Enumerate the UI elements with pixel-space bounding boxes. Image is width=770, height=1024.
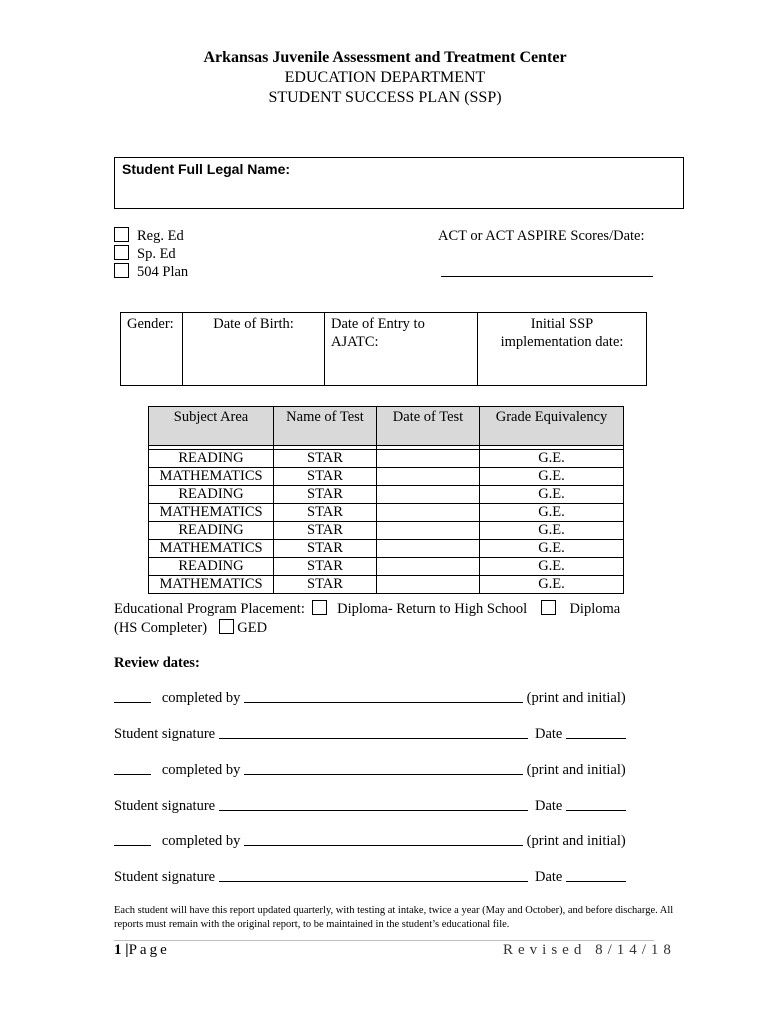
diploma-return-label: Diploma- Return to High School xyxy=(337,601,528,617)
sp-ed-label: Sp. Ed xyxy=(137,246,176,262)
reg-ed-checkbox[interactable] xyxy=(114,227,129,242)
student-signature-field[interactable] xyxy=(219,725,528,739)
completed-by-label: completed by xyxy=(161,762,241,778)
completed-by-field[interactable] xyxy=(244,761,523,775)
header-name-of-test: Name of Test xyxy=(274,407,377,446)
subject-cell: MATHEMATICS xyxy=(149,576,274,594)
review-date-field[interactable] xyxy=(114,689,151,703)
form-title: STUDENT SUCCESS PLAN (SSP) xyxy=(268,89,502,106)
test-date-cell[interactable] xyxy=(377,522,480,540)
table-row xyxy=(149,540,624,558)
504-plan-checkbox[interactable] xyxy=(114,263,129,278)
subject-cell: READING xyxy=(149,522,274,540)
test-name-cell: STAR xyxy=(274,558,377,576)
test-date-cell[interactable] xyxy=(377,504,480,522)
footer-divider xyxy=(114,940,654,941)
page-num-value: 1 xyxy=(114,942,122,958)
review-date-field[interactable] xyxy=(114,761,151,775)
student-signature-label: Student signature xyxy=(114,798,216,814)
student-signature-row xyxy=(114,797,626,815)
student-signature-field[interactable] xyxy=(219,797,528,811)
hs-completer-label: (HS Completer) xyxy=(114,620,208,636)
grade-cell[interactable]: G.E. xyxy=(480,540,624,558)
date-label: Date xyxy=(534,726,563,742)
table-row xyxy=(149,504,624,522)
test-name-cell: STAR xyxy=(274,576,377,594)
test-name-cell: STAR xyxy=(274,504,377,522)
review-completed-row xyxy=(114,832,626,850)
table-row xyxy=(149,576,624,594)
ssp-date-cell[interactable] xyxy=(478,313,647,386)
org-title: Arkansas Juvenile Assessment and Treatment Center xyxy=(203,49,567,66)
table-row xyxy=(149,486,624,504)
reg-ed-label: Reg. Ed xyxy=(137,228,184,244)
grade-cell[interactable]: G.E. xyxy=(480,522,624,540)
page-separator: | xyxy=(125,942,129,958)
dob-cell[interactable] xyxy=(183,313,325,386)
signature-date-field[interactable] xyxy=(566,797,626,811)
completed-by-label: completed by xyxy=(161,690,241,706)
page-number xyxy=(114,942,170,959)
gender-label: Gender: xyxy=(127,316,174,332)
subject-cell: READING xyxy=(149,558,274,576)
page-word: Page xyxy=(128,942,170,958)
subject-cell: MATHEMATICS xyxy=(149,540,274,558)
footnote: Each student will have this report updated quarterly, with testing at intake, twice a year (May and October), and before discharge. All reports must remain with the original report, to be maintained in the student’s educational file. xyxy=(114,905,674,930)
header-subject-area: Subject Area xyxy=(149,407,274,446)
date-label: Date xyxy=(534,798,563,814)
test-name-cell: STAR xyxy=(274,486,377,504)
student-signature-field[interactable] xyxy=(219,868,528,882)
ged-checkbox[interactable] xyxy=(219,619,234,634)
subject-cell: MATHEMATICS xyxy=(149,468,274,486)
placement-label: Educational Program Placement: xyxy=(114,601,305,617)
ssp-date-label-2: implementation date: xyxy=(500,334,624,350)
act-scores-label: ACT or ACT ASPIRE Scores/Date: xyxy=(438,228,645,244)
entry-date-cell[interactable] xyxy=(325,313,478,386)
test-name-cell: STAR xyxy=(274,450,377,468)
table-row xyxy=(149,450,624,468)
completed-by-field[interactable] xyxy=(244,832,523,846)
table-row xyxy=(149,522,624,540)
test-date-cell[interactable] xyxy=(377,576,480,594)
grade-cell[interactable]: G.E. xyxy=(480,558,624,576)
test-name-cell: STAR xyxy=(274,468,377,486)
test-name-cell: STAR xyxy=(274,540,377,558)
act-scores-field[interactable] xyxy=(441,276,653,277)
signature-date-field[interactable] xyxy=(566,868,626,882)
diploma-return-checkbox[interactable] xyxy=(312,600,327,615)
print-initial-label: (print and initial) xyxy=(526,762,626,778)
test-date-cell[interactable] xyxy=(377,468,480,486)
student-signature-row xyxy=(114,868,626,886)
grade-cell[interactable]: G.E. xyxy=(480,468,624,486)
subject-cell: MATHEMATICS xyxy=(149,504,274,522)
table-row xyxy=(149,468,624,486)
review-dates-label: Review dates: xyxy=(114,655,200,671)
ged-label: GED xyxy=(237,620,268,636)
signature-date-field[interactable] xyxy=(566,725,626,739)
test-date-cell[interactable] xyxy=(377,486,480,504)
subject-cell: READING xyxy=(149,486,274,504)
sp-ed-checkbox[interactable] xyxy=(114,245,129,260)
header-grade-equivalency: Grade Equivalency xyxy=(480,407,624,446)
review-completed-row xyxy=(114,761,626,779)
grade-cell[interactable]: G.E. xyxy=(480,576,624,594)
504-plan-label: 504 Plan xyxy=(137,264,189,280)
document-header xyxy=(0,48,770,108)
entry-date-label-1: Date of Entry to xyxy=(331,316,425,332)
completed-by-field[interactable] xyxy=(244,689,523,703)
review-date-field[interactable] xyxy=(114,832,151,846)
entry-date-label-2: AJATC: xyxy=(331,334,379,350)
student-signature-label: Student signature xyxy=(114,869,216,885)
student-signature-label: Student signature xyxy=(114,726,216,742)
diploma-checkbox[interactable] xyxy=(541,600,556,615)
test-date-cell[interactable] xyxy=(377,558,480,576)
grade-cell[interactable]: G.E. xyxy=(480,486,624,504)
print-initial-label: (print and initial) xyxy=(526,833,626,849)
diploma-label: Diploma xyxy=(569,601,621,617)
ssp-date-label-1: Initial SSP xyxy=(530,316,594,332)
table-row xyxy=(149,558,624,576)
date-label: Date xyxy=(534,869,563,885)
grade-cell[interactable]: G.E. xyxy=(480,504,624,522)
completed-by-label: completed by xyxy=(161,833,241,849)
grade-cell[interactable]: G.E. xyxy=(480,450,624,468)
subject-cell: READING xyxy=(149,450,274,468)
student-name-field[interactable] xyxy=(114,157,684,209)
education-type-options xyxy=(114,227,188,281)
test-date-cell[interactable] xyxy=(377,540,480,558)
revision-date: Revised 8/14/18 xyxy=(503,942,676,958)
review-completed-row xyxy=(114,689,626,707)
department-title: EDUCATION DEPARTMENT xyxy=(284,69,486,86)
student-name-label: Student Full Legal Name: xyxy=(122,161,291,177)
gender-cell[interactable] xyxy=(121,313,183,386)
test-date-cell[interactable] xyxy=(377,450,480,468)
test-scores-table xyxy=(148,406,624,594)
header-date-of-test: Date of Test xyxy=(377,407,480,446)
program-placement xyxy=(114,600,674,638)
test-name-cell: STAR xyxy=(274,522,377,540)
dob-label: Date of Birth: xyxy=(213,316,294,332)
student-signature-row xyxy=(114,725,626,743)
print-initial-label: (print and initial) xyxy=(526,690,626,706)
student-info-table xyxy=(120,312,647,386)
